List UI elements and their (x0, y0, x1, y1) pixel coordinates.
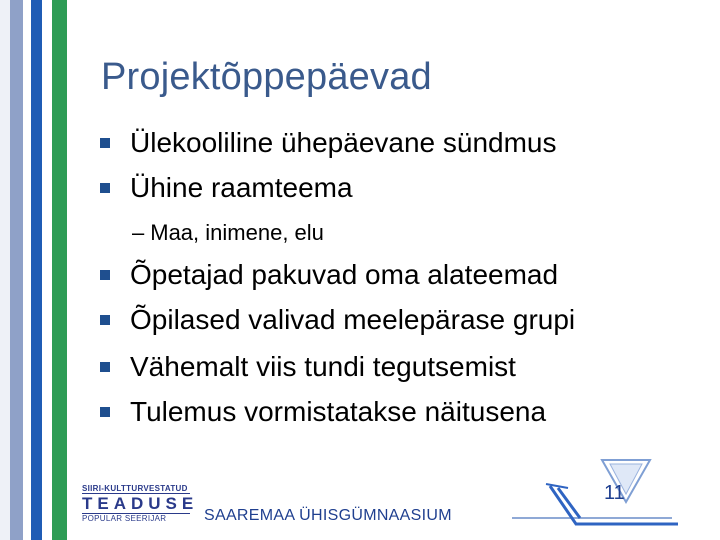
bullet-item (100, 305, 575, 335)
bullet-item (100, 128, 557, 158)
square-bullet-icon (100, 183, 110, 193)
sub-bullet-dash: – (132, 220, 145, 245)
logo-main-word: TEADUSE (82, 494, 199, 513)
bullet-text: Ülekooliline ühepäevane sündmus (130, 127, 557, 158)
square-bullet-icon (100, 315, 110, 325)
square-bullet-icon (100, 138, 110, 148)
bullet-text: Vähemalt viis tundi tegutsemist (130, 351, 516, 382)
bullet-text: Õpetajad pakuvad oma alateemad (130, 259, 559, 290)
sub-bullet-text: Maa, inimene, elu (150, 220, 324, 245)
bullet-text: Õpilased valivad meelepärase grupi (130, 304, 576, 335)
left-stripe-light (0, 0, 10, 540)
bullet-item (100, 260, 558, 290)
logo-top-line: SIIRI-KULTTURVESTATUD (82, 484, 188, 493)
sub-bullet-item (132, 220, 324, 246)
school-name: SAAREMAA ÜHISGÜMNAASIUM (204, 507, 452, 524)
left-stripe-gap (23, 0, 31, 540)
square-bullet-icon (100, 362, 110, 372)
science-series-logo (82, 484, 199, 528)
left-stripe-gap-2 (42, 0, 52, 540)
bullet-text: Ühine raamteema (130, 172, 353, 203)
square-bullet-icon (100, 407, 110, 417)
bullet-item (100, 397, 546, 427)
left-stripe-green (52, 0, 67, 540)
slide-title: Projektõppepäevad (101, 56, 432, 98)
left-stripe-blue (31, 0, 42, 540)
bullet-text: Tulemus vormistatakse näitusena (130, 396, 547, 427)
bullet-item (100, 352, 516, 382)
logo-bottom-line: POPULAR SEERIJAR (82, 514, 167, 523)
bullet-item (100, 173, 353, 203)
page-number: 11 (604, 482, 625, 504)
left-stripe-lavender (10, 0, 23, 540)
square-bullet-icon (100, 270, 110, 280)
